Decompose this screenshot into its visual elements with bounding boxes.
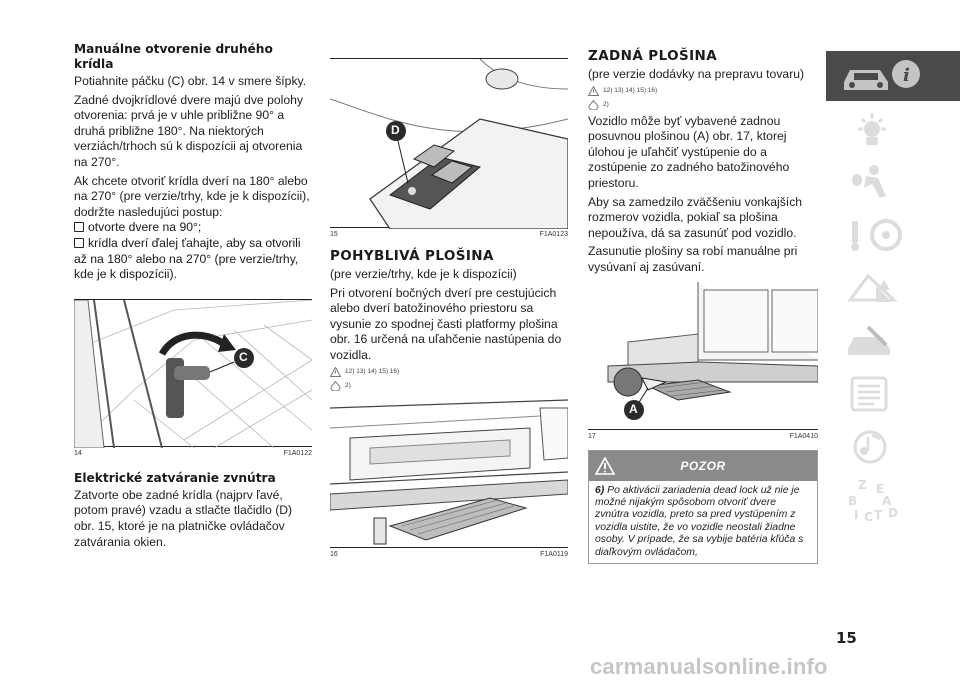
figure-14 xyxy=(74,299,312,447)
figure-15-caption xyxy=(330,228,568,242)
ref-numbers: 12) 13) 14) 15) 16) xyxy=(603,87,658,95)
svg-text:T: T xyxy=(874,508,883,522)
callout-label-c: C xyxy=(239,349,248,364)
svg-text:Z: Z xyxy=(858,478,867,492)
figure-number: 16 xyxy=(330,550,338,558)
warning-road-icon xyxy=(838,268,928,308)
figure-code: F1A0123 xyxy=(539,231,568,238)
warning-triangle-icon xyxy=(330,367,341,377)
warning-refs xyxy=(588,85,818,97)
section-heading-mobile-platform: POHYBLIVÁ PLOŠINA xyxy=(330,248,494,264)
figure-14-caption xyxy=(74,447,312,461)
note-drop-icon xyxy=(588,100,599,110)
warning-box-title: POZOR xyxy=(680,458,726,473)
paragraph: Zatvorte obe zadné krídla (najprv ľavé, potom pravé) vzadu a stlačte tlačidlo (D) obr. 15, ktoré je na platničke ovládačov zatvárania okien. xyxy=(74,487,293,549)
figure-code: F1A0119 xyxy=(540,550,568,558)
tab-emergency[interactable] xyxy=(826,316,960,366)
side-step-illustration xyxy=(330,398,568,548)
door-lever-illustration xyxy=(74,300,312,448)
paragraph: (pre verzie/trhy, kde je k dispozícii) xyxy=(330,267,517,281)
figure-number: 15 xyxy=(330,231,338,238)
callout-label-d: D xyxy=(391,123,400,137)
dashboard-lights-icon xyxy=(838,109,928,149)
tab-dashboard[interactable] xyxy=(826,104,960,154)
specs-list-icon xyxy=(838,374,928,414)
tab-knowing-vehicle[interactable] xyxy=(826,51,960,101)
steering-key-icon xyxy=(838,215,928,255)
figure-16-caption xyxy=(330,548,568,562)
tab-safety[interactable] xyxy=(826,157,960,207)
figure-number: 17 xyxy=(588,432,596,440)
paragraph: Pri otvorení bočných dverí pre cestujúcich alebo dverí batožinového priestoru sa vysunie zo spodnej časti platformy plošina obr. 16 určená na uľahčenie nastúpenia do vozidla. xyxy=(330,285,562,362)
section-heading-rear-platform: ZADNÁ PLOŠINA xyxy=(588,48,718,64)
alphabet-index-icon xyxy=(838,475,928,525)
section-heading-electric-closing: Elektrické zatváranie zvnútra xyxy=(74,470,276,485)
warning-ref-number: 6) xyxy=(595,484,605,496)
warning-triangle-icon xyxy=(595,457,615,475)
tab-multimedia[interactable] xyxy=(826,422,960,472)
svg-text:B: B xyxy=(848,494,858,508)
figure-code: F1A0122 xyxy=(283,449,312,457)
car-wrench-icon xyxy=(838,321,928,361)
figure-code: F1A0410 xyxy=(789,432,818,440)
paragraph: (pre verzie dodávky na prepravu tovaru) xyxy=(588,67,805,81)
ref-numbers: 12) 13) 14) 15) 16) xyxy=(345,368,400,376)
car-info-icon xyxy=(838,56,928,96)
svg-text:I: I xyxy=(854,508,859,522)
svg-text:i: i xyxy=(903,65,910,86)
window-switch-panel-illustration xyxy=(330,59,568,229)
warning-box-header xyxy=(589,451,817,481)
multimedia-icon xyxy=(838,427,928,467)
section-heading-manual-opening: Manuálne otvorenie druhého krídla xyxy=(74,42,273,71)
rear-platform-illustration xyxy=(588,282,818,430)
note-refs xyxy=(330,380,568,392)
svg-text:D: D xyxy=(888,506,898,520)
figure-17-caption xyxy=(588,430,818,444)
tab-warnings[interactable] xyxy=(826,263,960,313)
airbag-seat-icon xyxy=(838,162,928,202)
tab-index[interactable] xyxy=(826,475,960,525)
tab-starting-driving[interactable] xyxy=(826,210,960,260)
paragraph: Zasunutie plošiny sa robí manuálne pri vysúvaní aj zasúvaní. xyxy=(588,244,798,274)
note-refs xyxy=(588,99,818,111)
warning-triangle-icon xyxy=(588,86,599,96)
column-right xyxy=(588,42,818,564)
svg-text:A: A xyxy=(882,494,892,508)
warning-refs xyxy=(330,366,568,378)
callout-label-a: A xyxy=(629,401,638,416)
tab-maintenance[interactable] xyxy=(826,369,960,419)
ref-numbers: 2) xyxy=(603,101,609,109)
svg-text:C: C xyxy=(864,510,873,524)
page-number: 15 xyxy=(836,629,857,647)
paragraph: Zadné dvojkrídlové dvere majú dve polohy otvorenia: prvá je v uhle približne 90° a druhá približne 180°. Na niektorých verziách/trhoch sú k dispozícii aj otvorenia na 270°. xyxy=(74,92,303,169)
warning-box xyxy=(588,450,818,564)
bullet-item: otvorte dvere na 90°; xyxy=(74,220,312,236)
column-middle xyxy=(330,42,568,562)
figure-17 xyxy=(588,282,818,430)
svg-text:E: E xyxy=(876,482,885,496)
chapter-tabs xyxy=(826,51,960,528)
paragraph: Vozidlo môže byť vybavené zadnou posuvnou plošinou (A) obr. 17, ktorej úlohou je uľahčiť vystúpenie do a zostúpenie zo zadného batožinového priestoru. xyxy=(588,113,790,190)
figure-number: 14 xyxy=(74,449,82,457)
figure-16 xyxy=(330,398,568,548)
ref-numbers: 2) xyxy=(345,382,351,390)
paragraph: Ak chcete otvoriť krídla dverí na 180° alebo na 270° (pre verzie/trhy, kde je k dispozícii), dodržte nasledujúci postup: xyxy=(74,173,310,219)
paragraph: Potiahnite páčku (C) obr. 14 v smere šípky. xyxy=(74,74,307,88)
column-left xyxy=(74,42,312,550)
watermark: carmanualsonline.info xyxy=(590,654,828,679)
bullet-item: krídla dverí ďalej ťahajte, aby sa otvorili až na 180° alebo na 270° (pre verzie/trhy, kde je k dispozícii). xyxy=(74,236,312,283)
note-drop-icon xyxy=(330,381,341,391)
warning-text: Po aktivácii zariadenia dead lock už nie je možné nijakým spôsobom otvoriť dvere zvnútra vozidla, preto sa pred vystúpením z vozidla uistite, že vo vozidle neostali žiadne osoby. V prípade, že sa vybije batéria kľúča s diaľkovým ovládačom, xyxy=(595,484,804,558)
paragraph: Aby sa zamedzilo zväčšeniu vonkajších rozmerov vozidla, pokiaľ sa plošina nepoužíva, dá sa zasunúť pod vozidlo. xyxy=(588,194,803,240)
warning-box-text xyxy=(589,481,817,563)
figure-15 xyxy=(330,58,568,228)
